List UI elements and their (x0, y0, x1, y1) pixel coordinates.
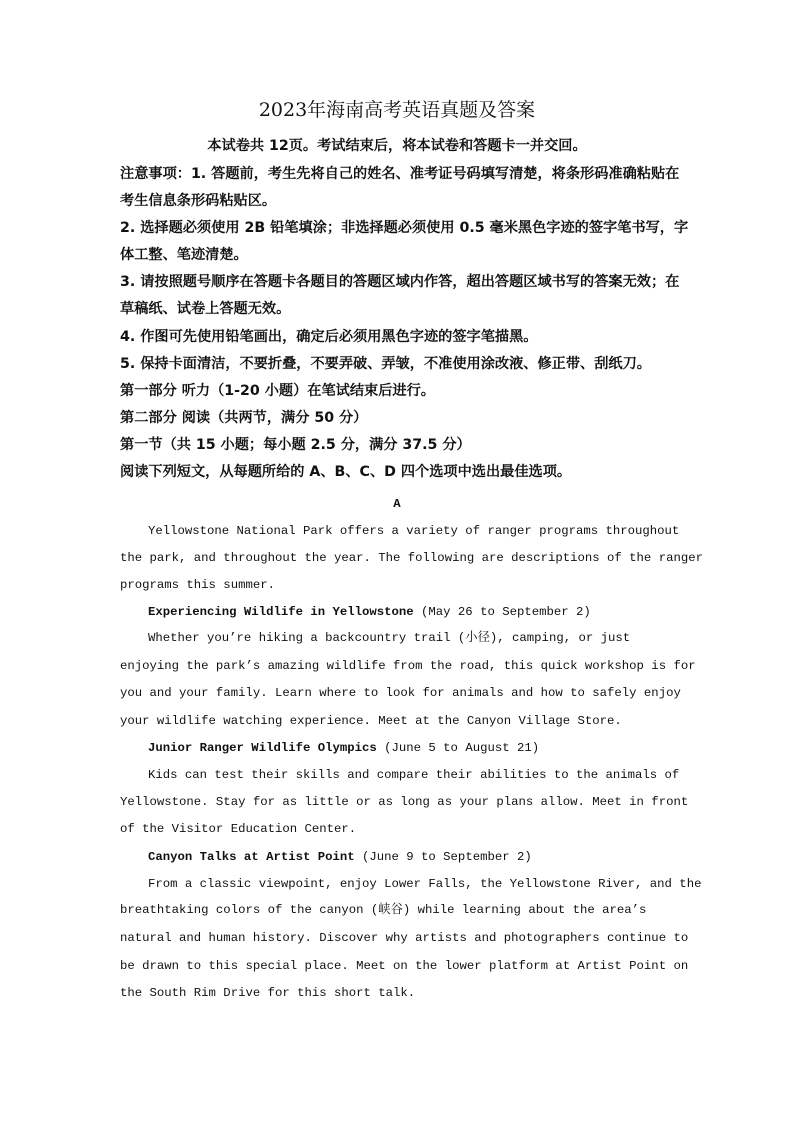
program-heading (148, 601, 591, 623)
program-line: be drawn to this special place. Meet on the lower platform at Artist Point on (120, 959, 689, 973)
instruction-line: 3. 请按照题号顺序在答题卡各题目的答题区域内作答，超出答题区域书写的答案无效；在 (120, 274, 680, 290)
program-line: enjoying the park’s amazing wildlife from the road, this quick workshop is for (120, 659, 696, 673)
program-line: natural and human history. Discover why artists and photographers continue to (120, 931, 689, 945)
passage-letter: A (393, 497, 401, 511)
program-dates: (June 5 to August 21) (376, 741, 540, 755)
program-line: you and your family. Learn where to look for animals and how to safely enjoy (120, 686, 681, 700)
instruction-line: 草稿纸、试卷上答题无效。 (120, 301, 291, 317)
document-title: 2023年海南高考英语真题及答案 (258, 99, 536, 121)
part-one-heading: 第一部分 听力（1-20 小题）在笔试结束后进行。 (120, 383, 435, 399)
intro-line: the park, and throughout the year. The following are descriptions of the ranger (120, 551, 703, 565)
exam-notice: 本试卷共 12页。考试结束后，将本试卷和答题卡一并交回。 (207, 138, 587, 154)
instruction-line: 考生信息条形码粘贴区。 (120, 193, 277, 209)
program-line: breathtaking colors of the canyon (峡谷) while learning about the area’s (120, 903, 647, 917)
reading-instruction: 阅读下列短文，从每题所给的 A、B、C、D 四个选项中选出最佳选项。 (120, 464, 572, 480)
instruction-line: 体工整、笔迹清楚。 (120, 247, 248, 263)
part-two-heading: 第二部分 阅读（共两节，满分 50 分） (120, 410, 368, 426)
program-heading (148, 737, 539, 759)
intro-line: programs this summer. (120, 578, 275, 592)
instruction-line: 2. 选择题必须使用 2B 铅笔填涂；非选择题必须使用 0.5 毫米黑色字迹的签字笔书写，字 (120, 220, 689, 236)
program-name: Experiencing Wildlife in Yellowstone (148, 605, 414, 619)
section-one-heading: 第一节（共 15 小题；每小题 2.5 分，满分 37.5 分） (120, 437, 471, 453)
program-name: Junior Ranger Wildlife Olympics (148, 741, 377, 755)
program-dates: (May 26 to September 2) (413, 605, 591, 619)
program-line: Yellowstone. Stay for as little or as long as your plans allow. Meet in front (120, 795, 689, 809)
program-line: From a classic viewpoint, enjoy Lower Falls, the Yellowstone River, and the (148, 877, 702, 891)
intro-line: Yellowstone National Park offers a variety of ranger programs throughout (148, 524, 680, 538)
program-line: Whether you’re hiking a backcountry trail (小径), camping, or just (148, 631, 631, 645)
program-name: Canyon Talks at Artist Point (148, 850, 355, 864)
program-line: the South Rim Drive for this short talk. (120, 986, 416, 1000)
instruction-line: 5. 保持卡面清洁，不要折叠，不要弄破、弄皱，不准使用涂改液、修正带、刮纸刀。 (120, 356, 651, 372)
instruction-line: 4. 作图可先使用铅笔画出，确定后必须用黑色字迹的签字笔描黑。 (120, 329, 538, 345)
program-heading (148, 846, 532, 868)
program-line: Kids can test their skills and compare their abilities to the animals of (148, 768, 680, 782)
program-line: your wildlife watching experience. Meet at the Canyon Village Store. (120, 714, 622, 728)
instruction-line: 注意事项：1. 答题前，考生先将自己的姓名、准考证号码填写清楚，将条形码准确粘贴在 (120, 166, 680, 182)
program-dates: (June 9 to September 2) (354, 850, 532, 864)
program-line: of the Visitor Education Center. (120, 822, 357, 836)
